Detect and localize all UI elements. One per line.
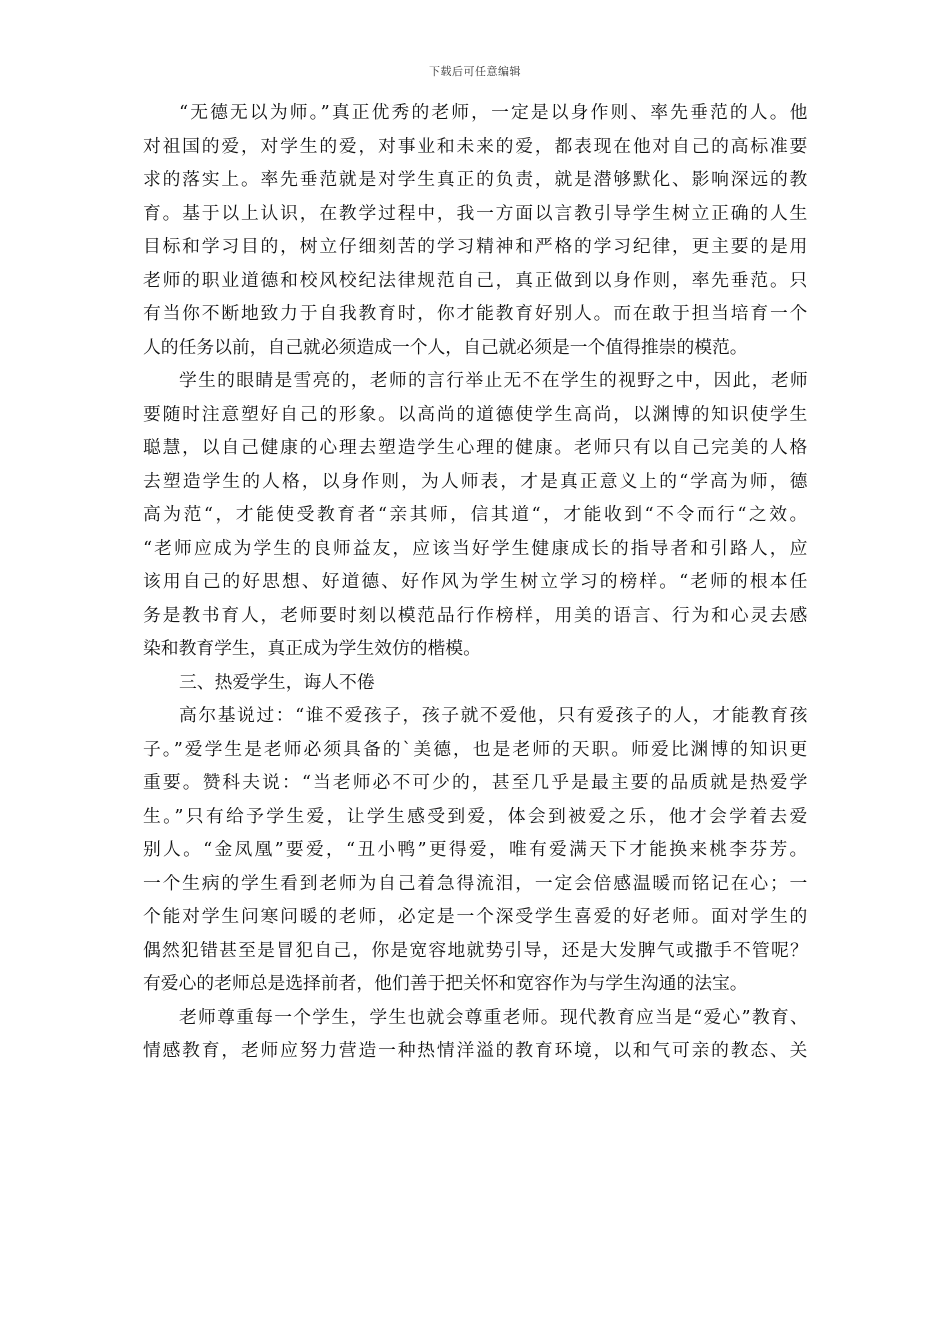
- text-line: 子。”爱学生是老师必须具备的`美德，也是老师的天职。师爱比渊博的知识更: [143, 738, 810, 760]
- text-line: 别人。“金凤凰”要爱，“丑小鸭”更得爱，唯有爱满天下才能换来桃李芬芳。: [143, 839, 810, 860]
- text-line: 对祖国的爱，对学生的爱，对事业和未来的爱，都表现在他对自己的高标准要: [143, 135, 810, 157]
- text-line: 三、热爱学生，诲人不倦: [179, 671, 375, 693]
- text-line: 一个生病的学生看到老师为自己着急得流泪，一定会倍感温暖而铭记在心；一: [143, 872, 810, 894]
- text-line: 育。基于以上认识，在教学过程中，我一方面以言教引导学生树立正确的人生: [143, 202, 810, 224]
- text-line: 有爱心的老师总是选择前者，他们善于把关怀和宽容作为与学生沟通的法宝。: [143, 973, 748, 994]
- document-body: [143, 96, 809, 1068]
- text-line: “老师应成为学生的良师益友，应该当好学生健康成长的指导者和引路人，应: [143, 537, 810, 559]
- text-line: 生。”只有给予学生爱，让学生感受到爱，体会到被爱之乐，他才会学着去爱: [143, 805, 810, 827]
- text-line: “无德无以为师。”真正优秀的老师，一定是以身作则、率先垂范的人。他: [179, 102, 810, 123]
- text-line: 务是教书育人，老师要时刻以模范品行作榜样，用美的语言、行为和心灵去感: [143, 604, 810, 626]
- text-line: 染和教育学生，真正成为学生效仿的楷模。: [143, 638, 481, 659]
- text-line: 该用自己的好思想、好道德、好作风为学生树立学习的榜样。“老师的根本任: [143, 571, 810, 592]
- text-line: 人的任务以前，自己就必须造成一个人，自己就必须是一个值得推崇的模范。: [143, 336, 748, 358]
- text-line: 求的落实上。率先垂范就是对学生真正的负责，就是潜够默化、影响深远的教: [143, 169, 810, 190]
- text-line: 情感教育，老师应努力营造一种热情洋溢的教育环境，以和气可亲的教态、关: [143, 1040, 810, 1061]
- text-line: 重要。赞科夫说：“当老师必不可少的，甚至几乎是最主要的品质就是热爱学: [143, 772, 810, 793]
- text-line: 目标和学习目的，树立仔细刻苦的学习精神和严格的学习纪律，更主要的是用: [143, 236, 810, 257]
- text-line: 去塑造学生的人格，以身作则，为人师表，才是真正意义上的“学高为师，德: [143, 470, 810, 492]
- text-line: 老师的职业道德和校风校纪法律规范自己，真正做到以身作则，率先垂范。只: [143, 269, 810, 291]
- text-line: 学生的眼睛是雪亮的，老师的言行举止无不在学生的视野之中，因此，老师: [179, 370, 809, 391]
- text-line: 高尔基说过：“谁不爱孩子，孩子就不爱他，只有爱孩子的人，才能教育孩: [179, 705, 809, 726]
- text-line: 偶然犯错甚至是冒犯自己，你是宽容地就势引导，还是大发脾气或撒手不管呢？: [143, 939, 809, 961]
- text-line: 个能对学生问寒问暖的老师，必定是一个深受学生喜爱的好老师。面对学生的: [143, 906, 810, 927]
- text-line: 聪慧，以自己健康的心理去塑造学生心理的健康。老师只有以自己完美的人格: [143, 437, 810, 458]
- text-line: 高为范“，才能使受教育者“亲其师，信其道“，才能收到“不令而行“之效。: [143, 504, 810, 525]
- text-line: 老师尊重每一个学生，学生也就会尊重老师。现代教育应当是“爱心”教育、: [179, 1006, 809, 1028]
- text-line: 要随时注意塑好自己的形象。以高尚的道德使学生高尚，以渊博的知识使学生: [143, 403, 810, 425]
- page-header: 下载后可任意编辑: [429, 65, 521, 78]
- text-line: 有当你不断地致力于自我教育时，你才能教育好别人。而在敢于担当培育一个: [143, 303, 810, 324]
